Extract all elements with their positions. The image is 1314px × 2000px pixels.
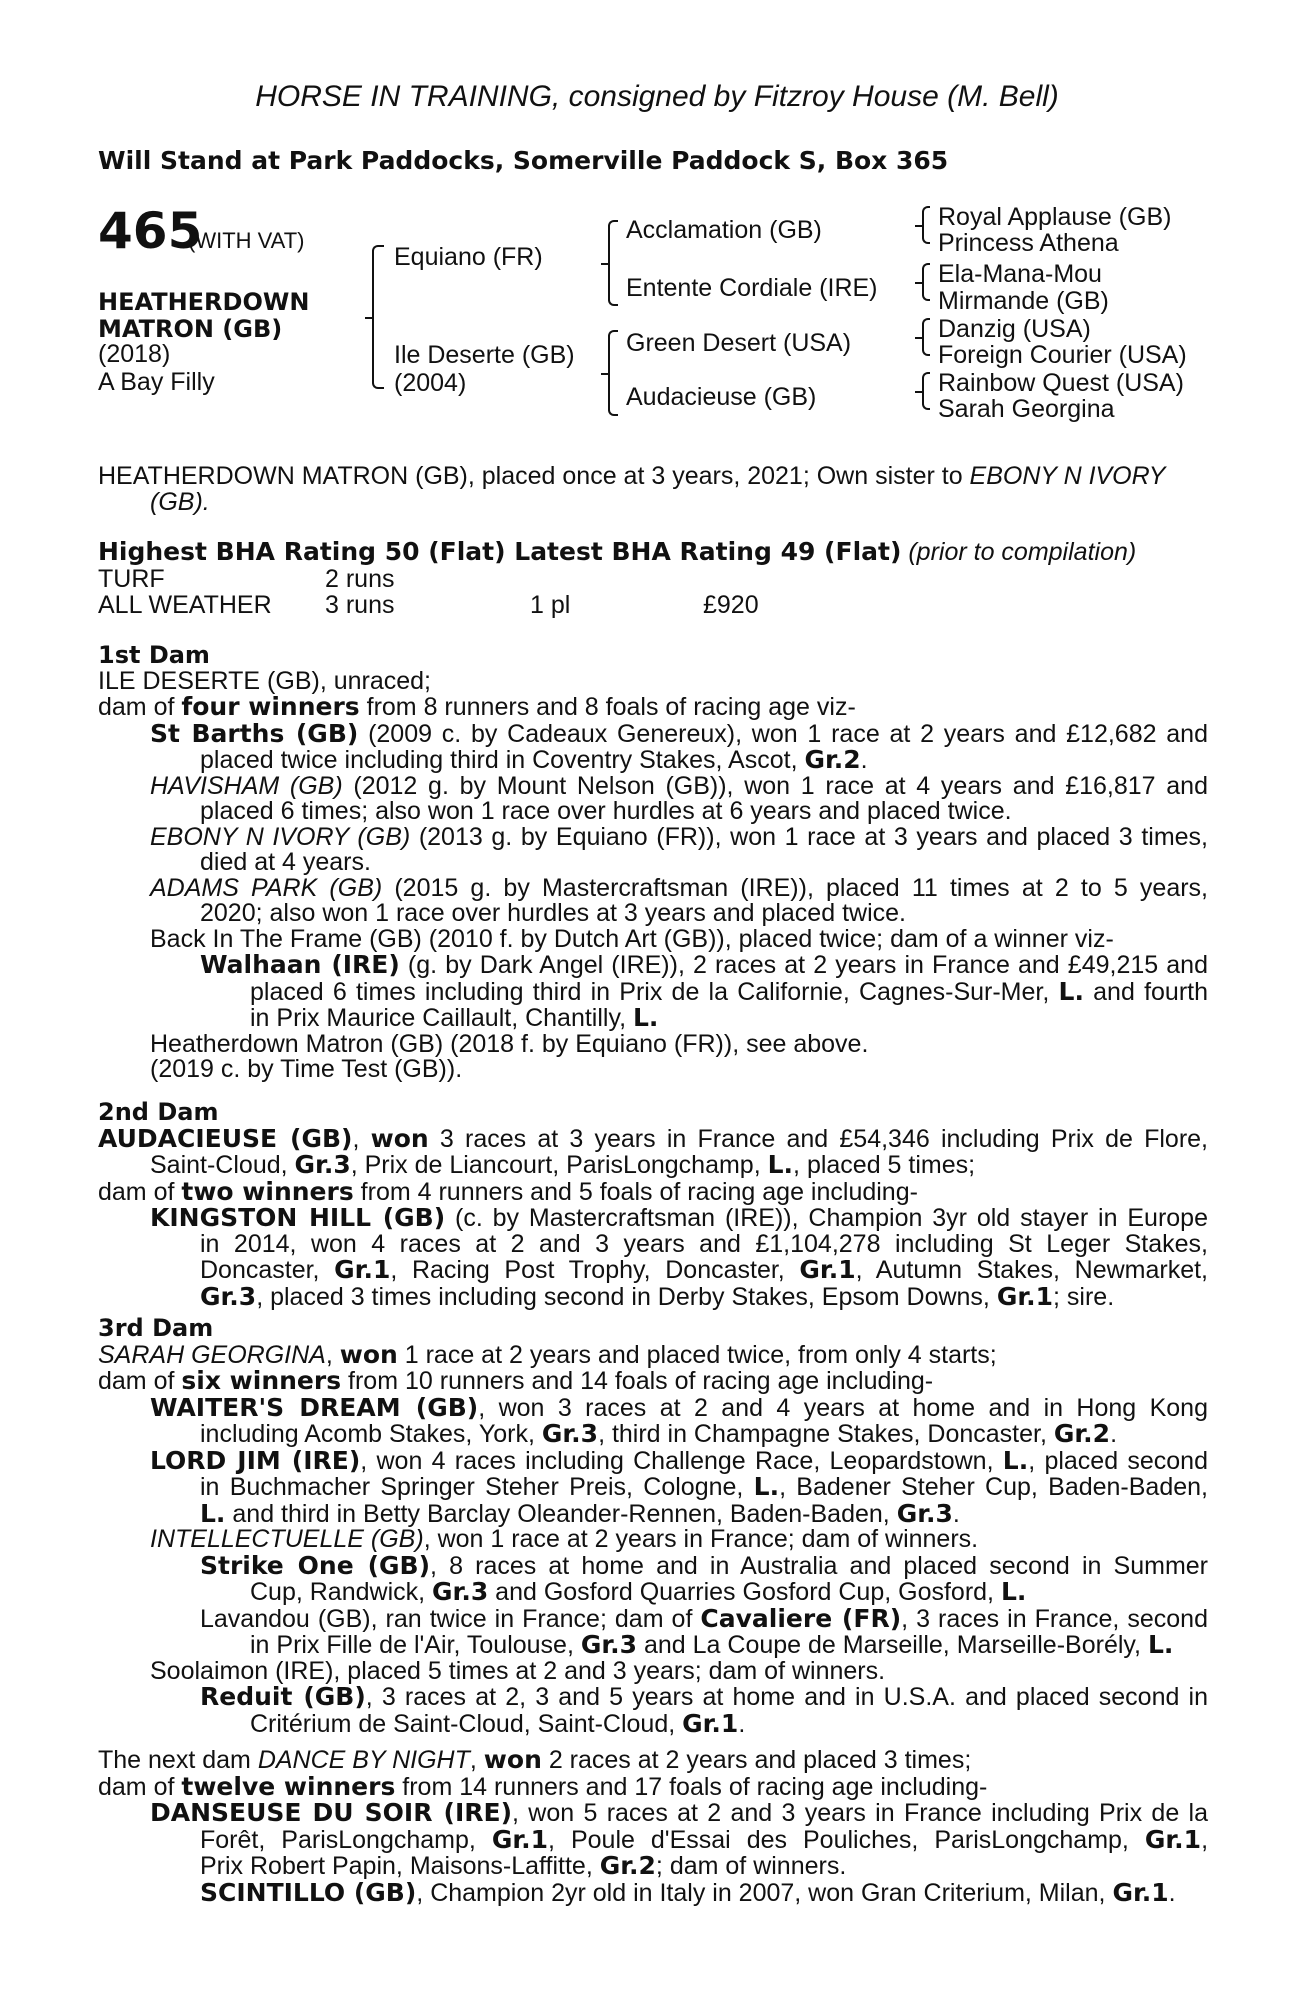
horse-description: A Bay Filly bbox=[98, 368, 215, 396]
pedigree-ggp-1: Royal Applause (GB) bbox=[938, 203, 1172, 231]
produce-danseuse-du-soir-cont2: Prix Robert Papin, Maisons-Laffitte, Gr.2; dam of winners. bbox=[200, 1851, 847, 1880]
produce-lord-jim: LORD JIM (IRE), won 4 races including Challenge Race, Leopardstown, L., placed second bbox=[150, 1445, 1208, 1475]
turf-runs: 2 runs bbox=[325, 565, 395, 593]
grandprod-lavandou: Lavandou (GB), ran twice in France; dam of Cavaliere (FR), 3 races in France, second bbox=[200, 1603, 1208, 1633]
produce-adams-park-cont: 2020; also won 1 race over hurdles at 3 years and placed twice. bbox=[200, 899, 906, 927]
pedigree-sire: Equiano (FR) bbox=[394, 243, 543, 271]
bha-rating: Highest BHA Rating 50 (Flat) Latest BHA Rating 49 (Flat) (prior to compilation) bbox=[98, 537, 1137, 566]
pedigree-brace-ggp2 bbox=[922, 263, 930, 301]
pedigree-dam-dam: Audacieuse (GB) bbox=[626, 383, 817, 411]
produce-st-barths: St Barths (GB) (2009 c. by Cadeaux Genereux), won 1 race at 2 years and £12,682 and bbox=[150, 718, 1208, 748]
grandprod-walhaan-cont2: in Prix Maurice Caillault, Chantilly, L. bbox=[250, 1003, 659, 1032]
first-dam-section bbox=[98, 643, 1208, 1083]
produce-heatherdown-matron: Heatherdown Matron (GB) (2018 f. by Equiano (FR)), see above. bbox=[150, 1029, 869, 1058]
grandprod-reduit: Reduit (GB), 3 races at 2, 3 and 5 years at home and in U.S.A. and placed second in bbox=[200, 1682, 1208, 1711]
second-dam-heading: 2nd Dam bbox=[98, 1098, 219, 1126]
grandprod-walhaan: Walhaan (IRE) (g. by Dark Angel (IRE)), 2 races at 2 years in France and £49,215 and bbox=[200, 950, 1208, 979]
grandprod-lavandou-cont: in Prix Fille de l'Air, Toulouse, Gr.3 and La Coupe de Marseille, Marseille-Borély, L. bbox=[250, 1630, 1174, 1659]
pedigree-ggp-4: Mirmande (GB) bbox=[938, 287, 1109, 315]
pedigree-ggp-6: Foreign Courier (USA) bbox=[938, 341, 1187, 369]
produce-kingston-hill: KINGSTON HILL (GB) (c. by Mastercraftsman (IRE)), Champion 3yr old stayer in Europe bbox=[150, 1203, 1208, 1232]
second-dam-section bbox=[98, 1100, 1208, 1310]
grandprod-reduit-cont: Critérium de Saint-Cloud, Saint-Cloud, Gr.1. bbox=[250, 1708, 746, 1738]
pedigree-brace-ggp1 bbox=[922, 206, 930, 244]
aw-placed: 1 pl bbox=[530, 591, 571, 619]
produce-havisham: HAVISHAM (GB) (2012 g. by Mount Nelson (GB)), won 1 race at 4 years and £16,817 and bbox=[150, 771, 1208, 800]
pedigree-brace-dam bbox=[608, 330, 618, 416]
produce-lord-jim-cont1: in Buchmacher Springer Steher Preis, Cologne, L., Badener Steher Cup, Baden-Baden, bbox=[200, 1472, 1208, 1501]
pedigree-dam: Ile Deserte (GB) bbox=[394, 341, 575, 369]
second-dam-name: AUDACIEUSE (GB), won 3 races at 3 years in France and £54,346 including Prix de Flore, bbox=[98, 1123, 1208, 1153]
third-dam-heading: 3rd Dam bbox=[98, 1314, 214, 1342]
pedigree-sire-sire: Acclamation (GB) bbox=[626, 216, 822, 244]
aw-runs: 3 runs bbox=[325, 591, 395, 619]
aw-prize: £920 bbox=[703, 591, 759, 619]
pedigree-ggp-7: Rainbow Quest (USA) bbox=[938, 369, 1184, 397]
produce-lord-jim-cont2: L. and third in Betty Barclay Oleander-Rennen, Baden-Baden, Gr.3. bbox=[200, 1498, 960, 1528]
produce-st-barths-cont: placed twice including third in Coventry Stakes, Ascot, Gr.2. bbox=[200, 745, 868, 774]
horse-name-line1: HEATHERDOWN bbox=[98, 288, 310, 316]
turf-label: TURF bbox=[98, 565, 165, 593]
horse-name-line2: MATRON (GB) bbox=[98, 315, 283, 343]
second-dam-summary: dam of two winners from 4 runners and 5 foals of racing age including- bbox=[98, 1176, 918, 1206]
produce-soolaimon: Soolaimon (IRE), placed 5 times at 2 and 3 years; dam of winners. bbox=[150, 1656, 886, 1685]
produce-danseuse-du-soir-cont1: Forêt, ParisLongchamp, Gr.1, Poule d'Essai des Pouliches, ParisLongchamp, Gr.1, bbox=[200, 1824, 1209, 1854]
produce-waiters-dream: WAITER'S DREAM (GB), won 3 races at 2 and 4 years at home and in Hong Kong bbox=[150, 1392, 1208, 1422]
pedigree-brace-main bbox=[372, 245, 384, 389]
pedigree-brace-ggp4 bbox=[922, 372, 930, 410]
pedigree-brace-sire bbox=[608, 220, 618, 306]
produce-kingston-hill-cont2: Doncaster, Gr.1, Racing Post Trophy, Doncaster, Gr.1, Autumn Stakes, Newmarket, bbox=[200, 1255, 1208, 1284]
produce-intellectuelle: INTELLECTUELLE (GB), won 1 race at 2 years in France; dam of winners. bbox=[150, 1525, 979, 1553]
produce-kingston-hill-cont3: Gr.3, placed 3 times including second in Derby Stakes, Epsom Downs, Gr.1; sire. bbox=[200, 1281, 1115, 1311]
produce-ebony-n-ivory: EBONY N IVORY (GB) (2013 g. by Equiano (FR)), won 1 race at 3 years and placed 3 times, bbox=[150, 822, 1209, 851]
aw-label: ALL WEATHER bbox=[98, 591, 272, 619]
pedigree-ggp-3: Ela-Mana-Mou bbox=[938, 260, 1102, 288]
next-dam-section bbox=[98, 1747, 1208, 1906]
grandprod-strike-one-cont: Cup, Randwick, Gr.3 and Gosford Quarries Gosford Cup, Gosford, L. bbox=[250, 1577, 1027, 1606]
produce-adams-park: ADAMS PARK (GB) (2015 g. by Mastercraftsman (IRE)), placed 11 times at 2 to 5 years, bbox=[150, 873, 1208, 902]
pedigree-ggp-5: Danzig (USA) bbox=[938, 315, 1091, 343]
stand-location: Will Stand at Park Paddocks, Somerville Paddock S, Box 365 bbox=[98, 146, 949, 175]
lot-number: 465 bbox=[98, 202, 203, 260]
next-dam-name: The next dam DANCE BY NIGHT, won 2 races at 2 years and placed 3 times; bbox=[98, 1745, 972, 1774]
horse-year: (2018) bbox=[98, 340, 171, 368]
third-dam-name: SARAH GEORGINA, won 1 race at 2 years and placed twice, from only 4 starts; bbox=[98, 1339, 997, 1369]
catalogue-header: HORSE IN TRAINING, consigned by Fitzroy House (M. Bell) bbox=[255, 80, 1059, 113]
produce-havisham-cont: placed 6 times; also won 1 race over hurdles at 6 years and placed twice. bbox=[200, 797, 1012, 825]
pedigree-ggp-8: Sarah Georgina bbox=[938, 395, 1115, 423]
produce-ebony-n-ivory-cont: died at 4 years. bbox=[200, 848, 371, 876]
vat-note: (WITH VAT) bbox=[188, 228, 305, 253]
pedigree-ggp-2: Princess Athena bbox=[938, 229, 1119, 257]
first-dam-name: ILE DESERTE (GB), unraced; bbox=[98, 666, 431, 695]
produce-danseuse-du-soir: DANSEUSE DU SOIR (IRE), won 5 races at 2 and 3 years in France including Prix de la bbox=[150, 1798, 1208, 1827]
produce-kingston-hill-cont1: in 2014, won 4 races at 2 and 3 years and £1,104,278 including St Leger Stakes, bbox=[200, 1229, 1208, 1258]
third-dam-section bbox=[98, 1316, 1208, 1737]
grandprod-walhaan-cont1: placed 6 times including third in Prix de la Californie, Cagnes-Sur-Mer, L. and fourth bbox=[250, 976, 1208, 1006]
second-dam-name-cont: Saint-Cloud, Gr.3, Prix de Liancourt, ParisLongchamp, L., placed 5 times; bbox=[150, 1150, 976, 1179]
pedigree-dam-year: (2004) bbox=[394, 369, 467, 397]
grandprod-strike-one: Strike One (GB), 8 races at home and in Australia and placed second in Summer bbox=[200, 1550, 1209, 1580]
intro-line-cont: (GB). bbox=[150, 488, 210, 516]
produce-waiters-dream-cont: including Acomb Stakes, York, Gr.3, third in Champagne Stakes, Doncaster, Gr.2. bbox=[200, 1419, 1118, 1448]
third-dam-summary: dam of six winners from 10 runners and 14 foals of racing age including- bbox=[98, 1366, 934, 1395]
produce-back-in-the-frame: Back In The Frame (GB) (2010 f. by Dutch Art (GB)), placed twice; dam of a winner viz- bbox=[150, 924, 1114, 953]
intro-line: HEATHERDOWN MATRON (GB), placed once at 3 years, 2021; Own sister to EBONY N IVORY bbox=[98, 462, 1166, 490]
produce-2019-colt: (2019 c. by Time Test (GB)). bbox=[150, 1055, 463, 1083]
pedigree-sire-dam: Entente Cordiale (IRE) bbox=[626, 274, 878, 302]
pedigree-brace-ggp3 bbox=[922, 318, 930, 356]
next-dam-summary: dam of twelve winners from 14 runners and 17 foals of racing age including- bbox=[98, 1771, 988, 1801]
grandprod-scintillo: SCINTILLO (GB), Champion 2yr old in Italy in 2007, won Gran Criterium, Milan, Gr.1. bbox=[200, 1877, 1176, 1907]
pedigree-dam-sire: Green Desert (USA) bbox=[626, 329, 852, 357]
first-dam-heading: 1st Dam bbox=[98, 641, 210, 669]
first-dam-summary: dam of four winners from 8 runners and 8 foals of racing age viz- bbox=[98, 692, 856, 721]
